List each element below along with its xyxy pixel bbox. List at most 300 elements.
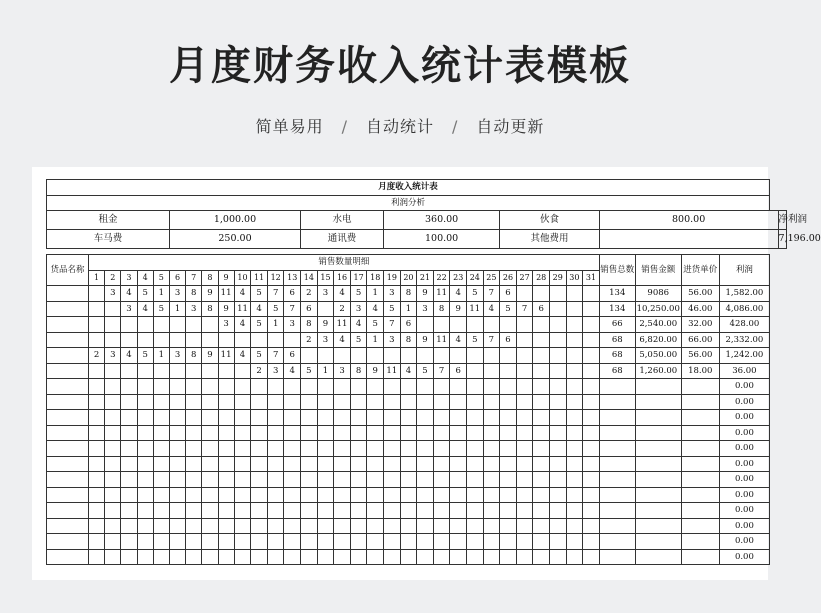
sales-qty-cell[interactable]: 9 — [317, 317, 334, 333]
sales-qty-cell[interactable]: 6 — [500, 286, 517, 302]
table-cell[interactable] — [533, 472, 550, 488]
table-cell[interactable] — [234, 472, 251, 488]
table-cell[interactable] — [202, 425, 218, 441]
table-cell[interactable] — [635, 379, 681, 395]
table-cell[interactable] — [284, 487, 301, 503]
sales-qty-cell[interactable]: 5 — [153, 301, 169, 317]
sales-qty-cell[interactable] — [153, 317, 169, 333]
table-cell[interactable] — [169, 472, 185, 488]
table-cell[interactable] — [334, 441, 351, 457]
table-cell[interactable] — [417, 456, 434, 472]
table-cell[interactable] — [218, 503, 234, 519]
table-cell[interactable] — [350, 394, 367, 410]
table-cell[interactable] — [635, 518, 681, 534]
table-cell[interactable] — [384, 503, 401, 519]
sales-qty-cell[interactable] — [89, 363, 105, 379]
table-cell[interactable] — [500, 472, 517, 488]
table-cell[interactable] — [599, 394, 635, 410]
sales-qty-cell[interactable] — [533, 348, 550, 364]
table-cell[interactable] — [549, 456, 566, 472]
table-cell[interactable] — [384, 518, 401, 534]
table-cell[interactable] — [433, 394, 450, 410]
sales-qty-cell[interactable]: 8 — [301, 317, 318, 333]
table-cell[interactable] — [500, 441, 517, 457]
table-cell[interactable] — [500, 487, 517, 503]
sales-qty-cell[interactable]: 7 — [267, 286, 284, 302]
sales-qty-cell[interactable] — [284, 332, 301, 348]
sales-qty-cell[interactable]: 7 — [384, 317, 401, 333]
table-cell[interactable] — [583, 518, 600, 534]
table-cell[interactable] — [483, 549, 500, 565]
table-cell[interactable] — [137, 410, 153, 426]
sales-qty-cell[interactable]: 3 — [317, 286, 334, 302]
table-cell[interactable] — [367, 441, 384, 457]
table-cell[interactable] — [89, 549, 105, 565]
table-cell[interactable] — [367, 518, 384, 534]
table-cell[interactable] — [433, 472, 450, 488]
table-cell[interactable] — [350, 534, 367, 550]
sales-qty-cell[interactable] — [234, 363, 251, 379]
table-cell[interactable] — [350, 487, 367, 503]
sales-qty-cell[interactable] — [500, 348, 517, 364]
table-cell[interactable] — [400, 549, 417, 565]
table-cell[interactable] — [301, 456, 318, 472]
table-cell[interactable] — [284, 410, 301, 426]
table-cell[interactable] — [334, 379, 351, 395]
table-cell[interactable] — [681, 456, 719, 472]
table-cell[interactable] — [317, 472, 334, 488]
table-cell[interactable] — [301, 534, 318, 550]
table-cell[interactable] — [153, 394, 169, 410]
table-cell[interactable] — [169, 456, 185, 472]
table-cell[interactable] — [384, 425, 401, 441]
sales-qty-cell[interactable]: 5 — [137, 286, 153, 302]
table-cell[interactable] — [467, 503, 484, 519]
table-cell[interactable] — [367, 549, 384, 565]
table-cell[interactable] — [599, 425, 635, 441]
table-cell[interactable] — [516, 441, 533, 457]
table-cell[interactable] — [516, 487, 533, 503]
table-cell[interactable] — [284, 425, 301, 441]
table-cell[interactable] — [516, 549, 533, 565]
table-cell[interactable] — [317, 456, 334, 472]
sales-qty-cell[interactable] — [583, 317, 600, 333]
table-cell[interactable] — [467, 425, 484, 441]
table-cell[interactable] — [583, 487, 600, 503]
table-cell[interactable] — [334, 425, 351, 441]
sales-qty-cell[interactable]: 9 — [218, 301, 234, 317]
table-cell[interactable] — [400, 456, 417, 472]
table-cell[interactable] — [583, 456, 600, 472]
sales-qty-cell[interactable]: 6 — [450, 363, 467, 379]
table-cell[interactable] — [384, 456, 401, 472]
table-cell[interactable] — [635, 456, 681, 472]
table-cell[interactable] — [483, 518, 500, 534]
sales-qty-cell[interactable]: 8 — [186, 286, 202, 302]
table-cell[interactable] — [267, 503, 284, 519]
table-cell[interactable] — [202, 379, 218, 395]
sales-qty-cell[interactable]: 7 — [483, 286, 500, 302]
product-name-cell[interactable] — [47, 394, 89, 410]
table-cell[interactable] — [599, 503, 635, 519]
table-cell[interactable] — [384, 472, 401, 488]
table-cell[interactable] — [599, 441, 635, 457]
table-cell[interactable] — [202, 534, 218, 550]
table-cell[interactable] — [367, 503, 384, 519]
sales-qty-cell[interactable] — [121, 332, 137, 348]
table-cell[interactable] — [251, 503, 268, 519]
table-cell[interactable] — [234, 394, 251, 410]
table-cell[interactable] — [467, 394, 484, 410]
sales-qty-cell[interactable]: 6 — [400, 317, 417, 333]
product-name-cell[interactable] — [47, 425, 89, 441]
sales-qty-cell[interactable]: 4 — [137, 301, 153, 317]
sales-qty-cell[interactable]: 11 — [218, 348, 234, 364]
sales-qty-cell[interactable] — [105, 301, 121, 317]
sales-qty-cell[interactable] — [583, 348, 600, 364]
table-cell[interactable] — [218, 549, 234, 565]
table-cell[interactable] — [417, 487, 434, 503]
table-cell[interactable] — [417, 410, 434, 426]
table-cell[interactable] — [202, 394, 218, 410]
table-cell[interactable] — [137, 549, 153, 565]
sales-qty-cell[interactable]: 11 — [467, 301, 484, 317]
sales-qty-cell[interactable] — [301, 348, 318, 364]
table-cell[interactable] — [169, 534, 185, 550]
table-cell[interactable] — [566, 549, 583, 565]
table-cell[interactable] — [317, 549, 334, 565]
table-cell[interactable] — [169, 425, 185, 441]
sales-qty-cell[interactable]: 8 — [202, 301, 218, 317]
table-cell[interactable] — [635, 410, 681, 426]
sales-qty-cell[interactable] — [549, 348, 566, 364]
table-cell[interactable] — [467, 487, 484, 503]
table-cell[interactable] — [533, 441, 550, 457]
sales-qty-cell[interactable]: 4 — [121, 348, 137, 364]
table-cell[interactable] — [284, 456, 301, 472]
sales-qty-cell[interactable] — [137, 363, 153, 379]
sales-qty-cell[interactable] — [169, 363, 185, 379]
table-cell[interactable] — [186, 456, 202, 472]
table-cell[interactable] — [267, 456, 284, 472]
table-cell[interactable] — [566, 534, 583, 550]
table-cell[interactable] — [186, 472, 202, 488]
table-cell[interactable] — [566, 487, 583, 503]
table-cell[interactable] — [251, 394, 268, 410]
table-cell[interactable] — [433, 518, 450, 534]
sales-qty-cell[interactable]: 7 — [433, 363, 450, 379]
table-cell[interactable] — [533, 425, 550, 441]
sales-qty-cell[interactable] — [516, 348, 533, 364]
table-cell[interactable] — [433, 410, 450, 426]
table-cell[interactable] — [186, 379, 202, 395]
table-cell[interactable] — [121, 503, 137, 519]
table-cell[interactable] — [450, 441, 467, 457]
table-cell[interactable] — [367, 410, 384, 426]
sales-qty-cell[interactable]: 3 — [350, 301, 367, 317]
table-cell[interactable] — [218, 441, 234, 457]
sales-qty-cell[interactable]: 3 — [284, 317, 301, 333]
finance-value[interactable]: 800.00 — [599, 211, 778, 230]
sales-qty-cell[interactable] — [566, 363, 583, 379]
sales-qty-cell[interactable]: 5 — [350, 332, 367, 348]
table-cell[interactable] — [500, 503, 517, 519]
sales-qty-cell[interactable] — [549, 317, 566, 333]
table-cell[interactable] — [186, 487, 202, 503]
table-cell[interactable] — [433, 534, 450, 550]
sales-qty-cell[interactable] — [467, 317, 484, 333]
table-cell[interactable] — [549, 549, 566, 565]
table-cell[interactable] — [450, 534, 467, 550]
table-cell[interactable] — [105, 441, 121, 457]
table-cell[interactable] — [516, 379, 533, 395]
table-cell[interactable] — [317, 503, 334, 519]
table-cell[interactable] — [450, 394, 467, 410]
table-cell[interactable] — [549, 518, 566, 534]
table-cell[interactable] — [599, 456, 635, 472]
sales-qty-cell[interactable]: 3 — [186, 301, 202, 317]
table-cell[interactable] — [218, 410, 234, 426]
sales-qty-cell[interactable] — [566, 348, 583, 364]
sales-qty-cell[interactable] — [549, 301, 566, 317]
table-cell[interactable] — [500, 425, 517, 441]
table-cell[interactable] — [202, 472, 218, 488]
sales-qty-cell[interactable]: 4 — [450, 286, 467, 302]
table-cell[interactable] — [89, 379, 105, 395]
table-cell[interactable] — [384, 410, 401, 426]
table-cell[interactable] — [500, 456, 517, 472]
finance-value[interactable]: 250.00 — [169, 230, 300, 249]
table-cell[interactable] — [681, 549, 719, 565]
table-cell[interactable] — [267, 441, 284, 457]
table-cell[interactable] — [583, 441, 600, 457]
sales-qty-cell[interactable] — [533, 317, 550, 333]
table-cell[interactable] — [267, 487, 284, 503]
table-cell[interactable] — [186, 441, 202, 457]
table-cell[interactable] — [599, 379, 635, 395]
table-cell[interactable] — [450, 518, 467, 534]
table-cell[interactable] — [105, 425, 121, 441]
table-cell[interactable] — [483, 425, 500, 441]
table-cell[interactable] — [681, 394, 719, 410]
table-cell[interactable] — [384, 441, 401, 457]
table-cell[interactable] — [334, 549, 351, 565]
table-cell[interactable] — [169, 503, 185, 519]
table-cell[interactable] — [284, 518, 301, 534]
sales-qty-cell[interactable]: 1 — [267, 317, 284, 333]
sales-qty-cell[interactable]: 1 — [367, 332, 384, 348]
sales-qty-cell[interactable] — [583, 332, 600, 348]
sales-qty-cell[interactable]: 2 — [251, 363, 268, 379]
table-cell[interactable] — [105, 379, 121, 395]
product-name-cell[interactable] — [47, 456, 89, 472]
table-cell[interactable] — [566, 410, 583, 426]
sales-qty-cell[interactable]: 3 — [384, 332, 401, 348]
table-cell[interactable] — [483, 410, 500, 426]
table-cell[interactable] — [417, 379, 434, 395]
table-cell[interactable] — [417, 518, 434, 534]
sales-qty-cell[interactable] — [533, 286, 550, 302]
sales-qty-cell[interactable]: 3 — [105, 286, 121, 302]
table-cell[interactable] — [301, 441, 318, 457]
table-cell[interactable] — [583, 394, 600, 410]
table-cell[interactable] — [350, 503, 367, 519]
table-cell[interactable] — [121, 487, 137, 503]
sales-qty-cell[interactable]: 1 — [400, 301, 417, 317]
table-cell[interactable] — [433, 503, 450, 519]
table-cell[interactable] — [121, 379, 137, 395]
sales-qty-cell[interactable]: 6 — [301, 301, 318, 317]
table-cell[interactable] — [549, 441, 566, 457]
table-cell[interactable] — [301, 503, 318, 519]
table-cell[interactable] — [500, 410, 517, 426]
table-cell[interactable] — [284, 472, 301, 488]
product-name-cell[interactable] — [47, 441, 89, 457]
table-cell[interactable] — [301, 410, 318, 426]
product-name-cell[interactable] — [47, 348, 89, 364]
product-name-cell[interactable] — [47, 410, 89, 426]
sales-qty-cell[interactable] — [89, 317, 105, 333]
product-name-cell[interactable] — [47, 549, 89, 565]
table-cell[interactable] — [681, 441, 719, 457]
table-cell[interactable] — [400, 425, 417, 441]
sales-qty-cell[interactable]: 5 — [467, 286, 484, 302]
table-cell[interactable] — [317, 518, 334, 534]
table-cell[interactable] — [137, 379, 153, 395]
table-cell[interactable] — [367, 456, 384, 472]
table-cell[interactable] — [284, 379, 301, 395]
table-cell[interactable] — [417, 503, 434, 519]
sales-qty-cell[interactable] — [417, 317, 434, 333]
table-cell[interactable] — [583, 549, 600, 565]
table-cell[interactable] — [583, 534, 600, 550]
table-cell[interactable] — [153, 410, 169, 426]
table-cell[interactable] — [384, 487, 401, 503]
sales-qty-cell[interactable]: 6 — [284, 286, 301, 302]
table-cell[interactable] — [153, 472, 169, 488]
sales-qty-cell[interactable] — [516, 317, 533, 333]
table-cell[interactable] — [599, 549, 635, 565]
table-cell[interactable] — [533, 518, 550, 534]
sales-qty-cell[interactable] — [334, 348, 351, 364]
sales-qty-cell[interactable] — [169, 332, 185, 348]
table-cell[interactable] — [301, 487, 318, 503]
sales-qty-cell[interactable]: 5 — [367, 317, 384, 333]
table-cell[interactable] — [417, 549, 434, 565]
sales-qty-cell[interactable]: 4 — [234, 317, 251, 333]
table-cell[interactable] — [284, 441, 301, 457]
table-cell[interactable] — [251, 456, 268, 472]
sales-qty-cell[interactable]: 7 — [516, 301, 533, 317]
sales-qty-cell[interactable]: 4 — [284, 363, 301, 379]
table-cell[interactable] — [121, 410, 137, 426]
sales-qty-cell[interactable] — [121, 317, 137, 333]
sales-qty-cell[interactable]: 11 — [234, 301, 251, 317]
sales-qty-cell[interactable]: 7 — [267, 348, 284, 364]
table-cell[interactable] — [251, 518, 268, 534]
table-cell[interactable] — [105, 410, 121, 426]
sales-qty-cell[interactable] — [153, 363, 169, 379]
table-cell[interactable] — [450, 410, 467, 426]
table-cell[interactable] — [267, 518, 284, 534]
sales-qty-cell[interactable]: 9 — [417, 286, 434, 302]
sales-qty-cell[interactable] — [350, 348, 367, 364]
table-cell[interactable] — [251, 534, 268, 550]
table-cell[interactable] — [251, 379, 268, 395]
table-cell[interactable] — [267, 472, 284, 488]
sales-qty-cell[interactable] — [317, 301, 334, 317]
table-cell[interactable] — [105, 503, 121, 519]
table-cell[interactable] — [153, 503, 169, 519]
table-cell[interactable] — [334, 472, 351, 488]
sales-qty-cell[interactable]: 9 — [202, 286, 218, 302]
sales-qty-cell[interactable]: 3 — [121, 301, 137, 317]
table-cell[interactable] — [635, 394, 681, 410]
table-cell[interactable] — [251, 441, 268, 457]
sales-qty-cell[interactable] — [267, 332, 284, 348]
sales-qty-cell[interactable] — [516, 332, 533, 348]
table-cell[interactable] — [400, 534, 417, 550]
sales-qty-cell[interactable]: 5 — [251, 317, 268, 333]
sales-qty-cell[interactable]: 3 — [169, 348, 185, 364]
sales-qty-cell[interactable]: 3 — [267, 363, 284, 379]
table-cell[interactable] — [202, 487, 218, 503]
table-cell[interactable] — [121, 441, 137, 457]
table-cell[interactable] — [516, 410, 533, 426]
table-cell[interactable] — [153, 518, 169, 534]
table-cell[interactable] — [105, 472, 121, 488]
table-cell[interactable] — [549, 487, 566, 503]
table-cell[interactable] — [105, 456, 121, 472]
sales-qty-cell[interactable]: 6 — [500, 332, 517, 348]
table-cell[interactable] — [202, 549, 218, 565]
product-name-cell[interactable] — [47, 487, 89, 503]
table-cell[interactable] — [400, 441, 417, 457]
table-cell[interactable] — [533, 456, 550, 472]
table-cell[interactable] — [234, 518, 251, 534]
sales-qty-cell[interactable] — [218, 363, 234, 379]
sales-qty-cell[interactable]: 11 — [334, 317, 351, 333]
table-cell[interactable] — [169, 441, 185, 457]
table-cell[interactable] — [121, 518, 137, 534]
table-cell[interactable] — [350, 379, 367, 395]
table-cell[interactable] — [121, 394, 137, 410]
table-cell[interactable] — [433, 425, 450, 441]
sales-qty-cell[interactable]: 8 — [350, 363, 367, 379]
sales-qty-cell[interactable] — [400, 348, 417, 364]
table-cell[interactable] — [400, 487, 417, 503]
finance-value[interactable]: 100.00 — [384, 230, 500, 249]
sales-qty-cell[interactable] — [105, 363, 121, 379]
table-cell[interactable] — [153, 549, 169, 565]
table-cell[interactable] — [549, 534, 566, 550]
table-cell[interactable] — [202, 518, 218, 534]
table-cell[interactable] — [400, 503, 417, 519]
table-cell[interactable] — [153, 456, 169, 472]
table-cell[interactable] — [549, 394, 566, 410]
product-name-cell[interactable] — [47, 332, 89, 348]
table-cell[interactable] — [169, 394, 185, 410]
table-cell[interactable] — [251, 410, 268, 426]
table-cell[interactable] — [186, 394, 202, 410]
sales-qty-cell[interactable]: 2 — [89, 348, 105, 364]
table-cell[interactable] — [251, 425, 268, 441]
sales-qty-cell[interactable] — [137, 317, 153, 333]
table-cell[interactable] — [284, 394, 301, 410]
table-cell[interactable] — [516, 534, 533, 550]
table-cell[interactable] — [153, 441, 169, 457]
table-cell[interactable] — [516, 456, 533, 472]
